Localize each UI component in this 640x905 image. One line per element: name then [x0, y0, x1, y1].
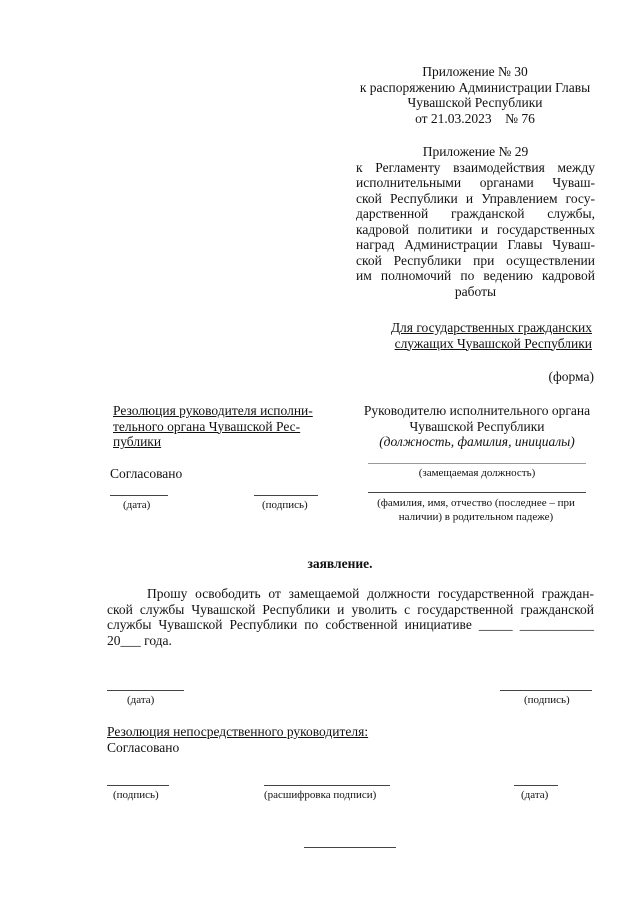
- audience-line-2: служащих Чувашской Республики: [394, 335, 592, 351]
- direct-signature-caption: (подпись): [113, 789, 159, 801]
- addressee-block: [354, 403, 600, 450]
- appendix-29-line-7: ской Республики при осуществлении: [356, 252, 595, 268]
- audience-note: [340, 320, 592, 351]
- direct-date-caption: (дата): [521, 789, 549, 801]
- head-resolution-line-2: тельного органа Чувашской Рес-: [113, 418, 301, 434]
- head-resolution-line-3: публики: [113, 434, 162, 449]
- appendix-29-block: [356, 144, 595, 299]
- appendix-30-date-line: от 21.03.2023 № 76: [415, 110, 535, 126]
- appendix-29-line-6: наград Администрации Главы Чуваш-: [356, 237, 595, 252]
- footer-signature-line[interactable]: [500, 690, 592, 691]
- direct-decoding-line[interactable]: [264, 785, 390, 786]
- form-label: (форма): [548, 369, 594, 384]
- direct-date-line[interactable]: [514, 785, 558, 786]
- appendix-29-line-1: к Регламенту взаимодействия между: [356, 159, 595, 175]
- statement-line-1: Прошу освободить от замещаемой должности государственной граждан-: [147, 586, 594, 601]
- appendix-29-line-4: дарственной гражданской службы,: [356, 206, 595, 221]
- statement-line-3: службы Чувашской Республики по собственной инициативе _____ ___________: [107, 617, 594, 632]
- appendix-30-title: Приложение № 30: [422, 64, 528, 79]
- head-date-caption: (дата): [123, 499, 151, 511]
- appendix-29-title: Приложение № 29: [422, 144, 529, 159]
- position-line[interactable]: [368, 463, 586, 464]
- head-date-line: [110, 495, 168, 496]
- appendix-29-line-5: кадровой политики и государственных: [356, 221, 595, 237]
- footer-date-caption: (дата): [127, 694, 155, 706]
- appendix-29-line-8: им полномочий по ведению кадровой: [356, 268, 595, 283]
- head-signature-line: [254, 495, 318, 496]
- appendix-30-republic-line: Чувашской Республики: [407, 95, 543, 110]
- head-resolution: [113, 403, 323, 450]
- addressee-line-2: Чувашской Республики: [409, 418, 545, 434]
- footer-date-line[interactable]: [107, 690, 184, 691]
- appendix-29-last-line: работы: [454, 283, 497, 299]
- appendix-30-order-line: к распоряжению Администрации Главы: [359, 79, 591, 95]
- name-line[interactable]: [368, 492, 586, 493]
- statement-line-2: ской службы Чувашской Республики и уволить с государственной гражданской: [107, 601, 594, 617]
- statement-line-4: 20___ года.: [107, 632, 172, 648]
- position-caption: (замещаемая должность): [418, 467, 536, 479]
- name-caption: [360, 496, 592, 524]
- appendix-29-line-2: исполнительными органами Чуваш-: [356, 175, 595, 190]
- addressee-line-3: (должность, фамилия, инициалы): [379, 434, 575, 449]
- name-caption-line-1: (фамилия, имя, отчество (последнее – при: [377, 497, 575, 509]
- statement-body: [107, 586, 594, 648]
- direct-agreed-label: Согласовано: [107, 740, 180, 755]
- appendix-30-block: [340, 64, 610, 126]
- statement-title: заявление.: [307, 556, 373, 571]
- direct-signature-line[interactable]: [107, 785, 169, 786]
- direct-decoding-caption: (расшифровка подписи): [264, 789, 377, 801]
- direct-resolution-title: Резолюция непосредственного руководителя:: [107, 724, 369, 739]
- addressee-line-1: Руководителю исполнительного органа: [363, 403, 591, 418]
- head-agreed-label: Согласовано: [110, 466, 183, 481]
- closing-separator: [304, 847, 396, 848]
- name-caption-line-2: наличии) в родительном падеже): [398, 511, 554, 523]
- footer-signature-caption: (подпись): [524, 694, 570, 706]
- audience-line-1: Для государственных гражданских: [390, 320, 592, 335]
- head-signature-caption: (подпись): [262, 499, 308, 511]
- head-resolution-line-1: Резолюция руководителя исполни-: [113, 403, 313, 418]
- appendix-29-line-3: ской Республики и Управлением госу-: [356, 190, 595, 206]
